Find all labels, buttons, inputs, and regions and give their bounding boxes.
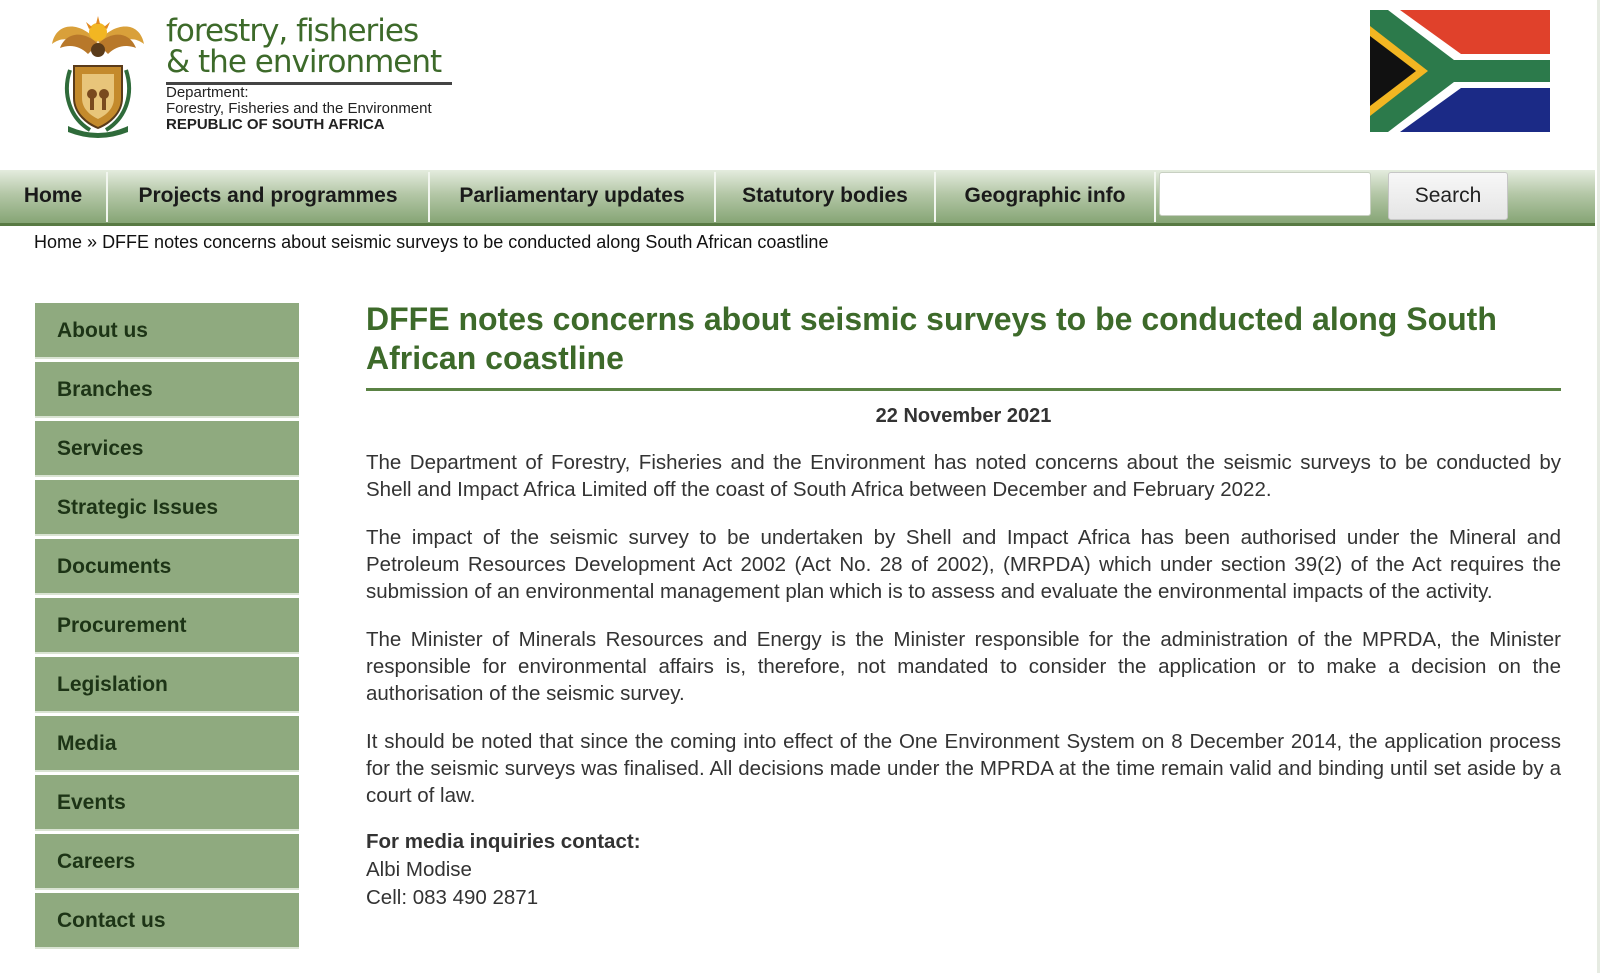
nav-parliamentary-updates[interactable]: Parliamentary updates [459, 184, 685, 207]
sidebar-menu [35, 303, 299, 952]
sidebar-item-services[interactable]: Services [35, 421, 299, 477]
main-navigation [0, 170, 1595, 226]
sidebar-item-events[interactable]: Events [35, 775, 299, 831]
sidebar-item-branches[interactable]: Branches [35, 362, 299, 418]
sidebar-item-contact-us[interactable]: Contact us [35, 893, 299, 949]
article-date: 22 November 2021 [875, 405, 1052, 427]
article-paragraph: The Department of Forestry, Fisheries and the Environment has noted concerns about the seismic surveys to be conducted by Shell and Impact Africa Limited off the coast of South Africa between December and February 2022. [366, 451, 1561, 501]
breadcrumb-home-link[interactable]: Home [34, 232, 83, 252]
article [366, 300, 1561, 912]
page-title: DFFE notes concerns about seismic surveys to be conducted along South African coastline [366, 301, 1497, 376]
country-name: REPUBLIC OF SOUTH AFRICA [166, 116, 385, 133]
sidebar-item-about-us[interactable]: About us [35, 303, 299, 359]
coat-of-arms-logo[interactable] [50, 14, 146, 138]
article-paragraph: The Minister of Minerals Resources and Energy is the Minister responsible for the administration of the MPRDA, the Minister responsible for environmental affairs is, therefore, not mandated to consider the application or to make a decision on the authorisation of the seismic survey. [366, 628, 1561, 705]
site-header [0, 0, 1600, 168]
sidebar-item-legislation[interactable]: Legislation [35, 657, 299, 713]
nav-statutory-bodies[interactable]: Statutory bodies [742, 184, 908, 207]
search-button[interactable]: Search [1388, 172, 1508, 220]
contact-label: For media inquiries contact: [366, 830, 641, 853]
department-wordmark[interactable] [166, 13, 452, 133]
sidebar-item-documents[interactable]: Documents [35, 539, 299, 595]
search-input[interactable] [1159, 172, 1371, 216]
breadcrumb-separator: » [87, 232, 98, 252]
sidebar-item-media[interactable]: Media [35, 716, 299, 772]
sidebar-item-strategic-issues[interactable]: Strategic Issues [35, 480, 299, 536]
sidebar-item-procurement[interactable]: Procurement [35, 598, 299, 654]
media-contact [366, 828, 1561, 912]
breadcrumb [34, 232, 828, 253]
dept-label: Department: [166, 84, 249, 101]
brand-line-1: forestry, fisheries [166, 13, 419, 49]
south-africa-flag [1370, 10, 1550, 132]
breadcrumb-current: DFFE notes concerns about seismic surveys to be conducted along South African coastline [102, 232, 829, 252]
dept-name: Forestry, Fisheries and the Environment [166, 100, 432, 117]
nav-projects-and-programmes[interactable]: Projects and programmes [138, 184, 398, 207]
nav-geographic-info[interactable]: Geographic info [964, 184, 1126, 207]
brand-line-2: & the environment [166, 44, 442, 80]
nav-home[interactable]: Home [23, 184, 83, 207]
sidebar-item-careers[interactable]: Careers [35, 834, 299, 890]
contact-cell: Cell: 083 490 2871 [366, 886, 539, 909]
article-paragraph: The impact of the seismic survey to be undertaken by Shell and Impact Africa has been authorised under the Mineral and Petroleum Resources Development Act 2002 (Act No. 28 of 2002), (MRPDA) which under section 39(2) of the Act requires the submission of an environmental management plan which is to assess and evaluate the environmental impacts of the activity. [366, 526, 1561, 603]
article-paragraph: It should be noted that since the coming into effect of the One Environment System on 8 December 2014, the application process for the seismic surveys was finalised. All decisions made under the MPRDA at the time remain valid and binding until set aside by a court of law. [366, 730, 1561, 807]
contact-name: Albi Modise [366, 858, 472, 881]
nav-separator [1154, 172, 1156, 222]
title-divider [366, 388, 1561, 391]
